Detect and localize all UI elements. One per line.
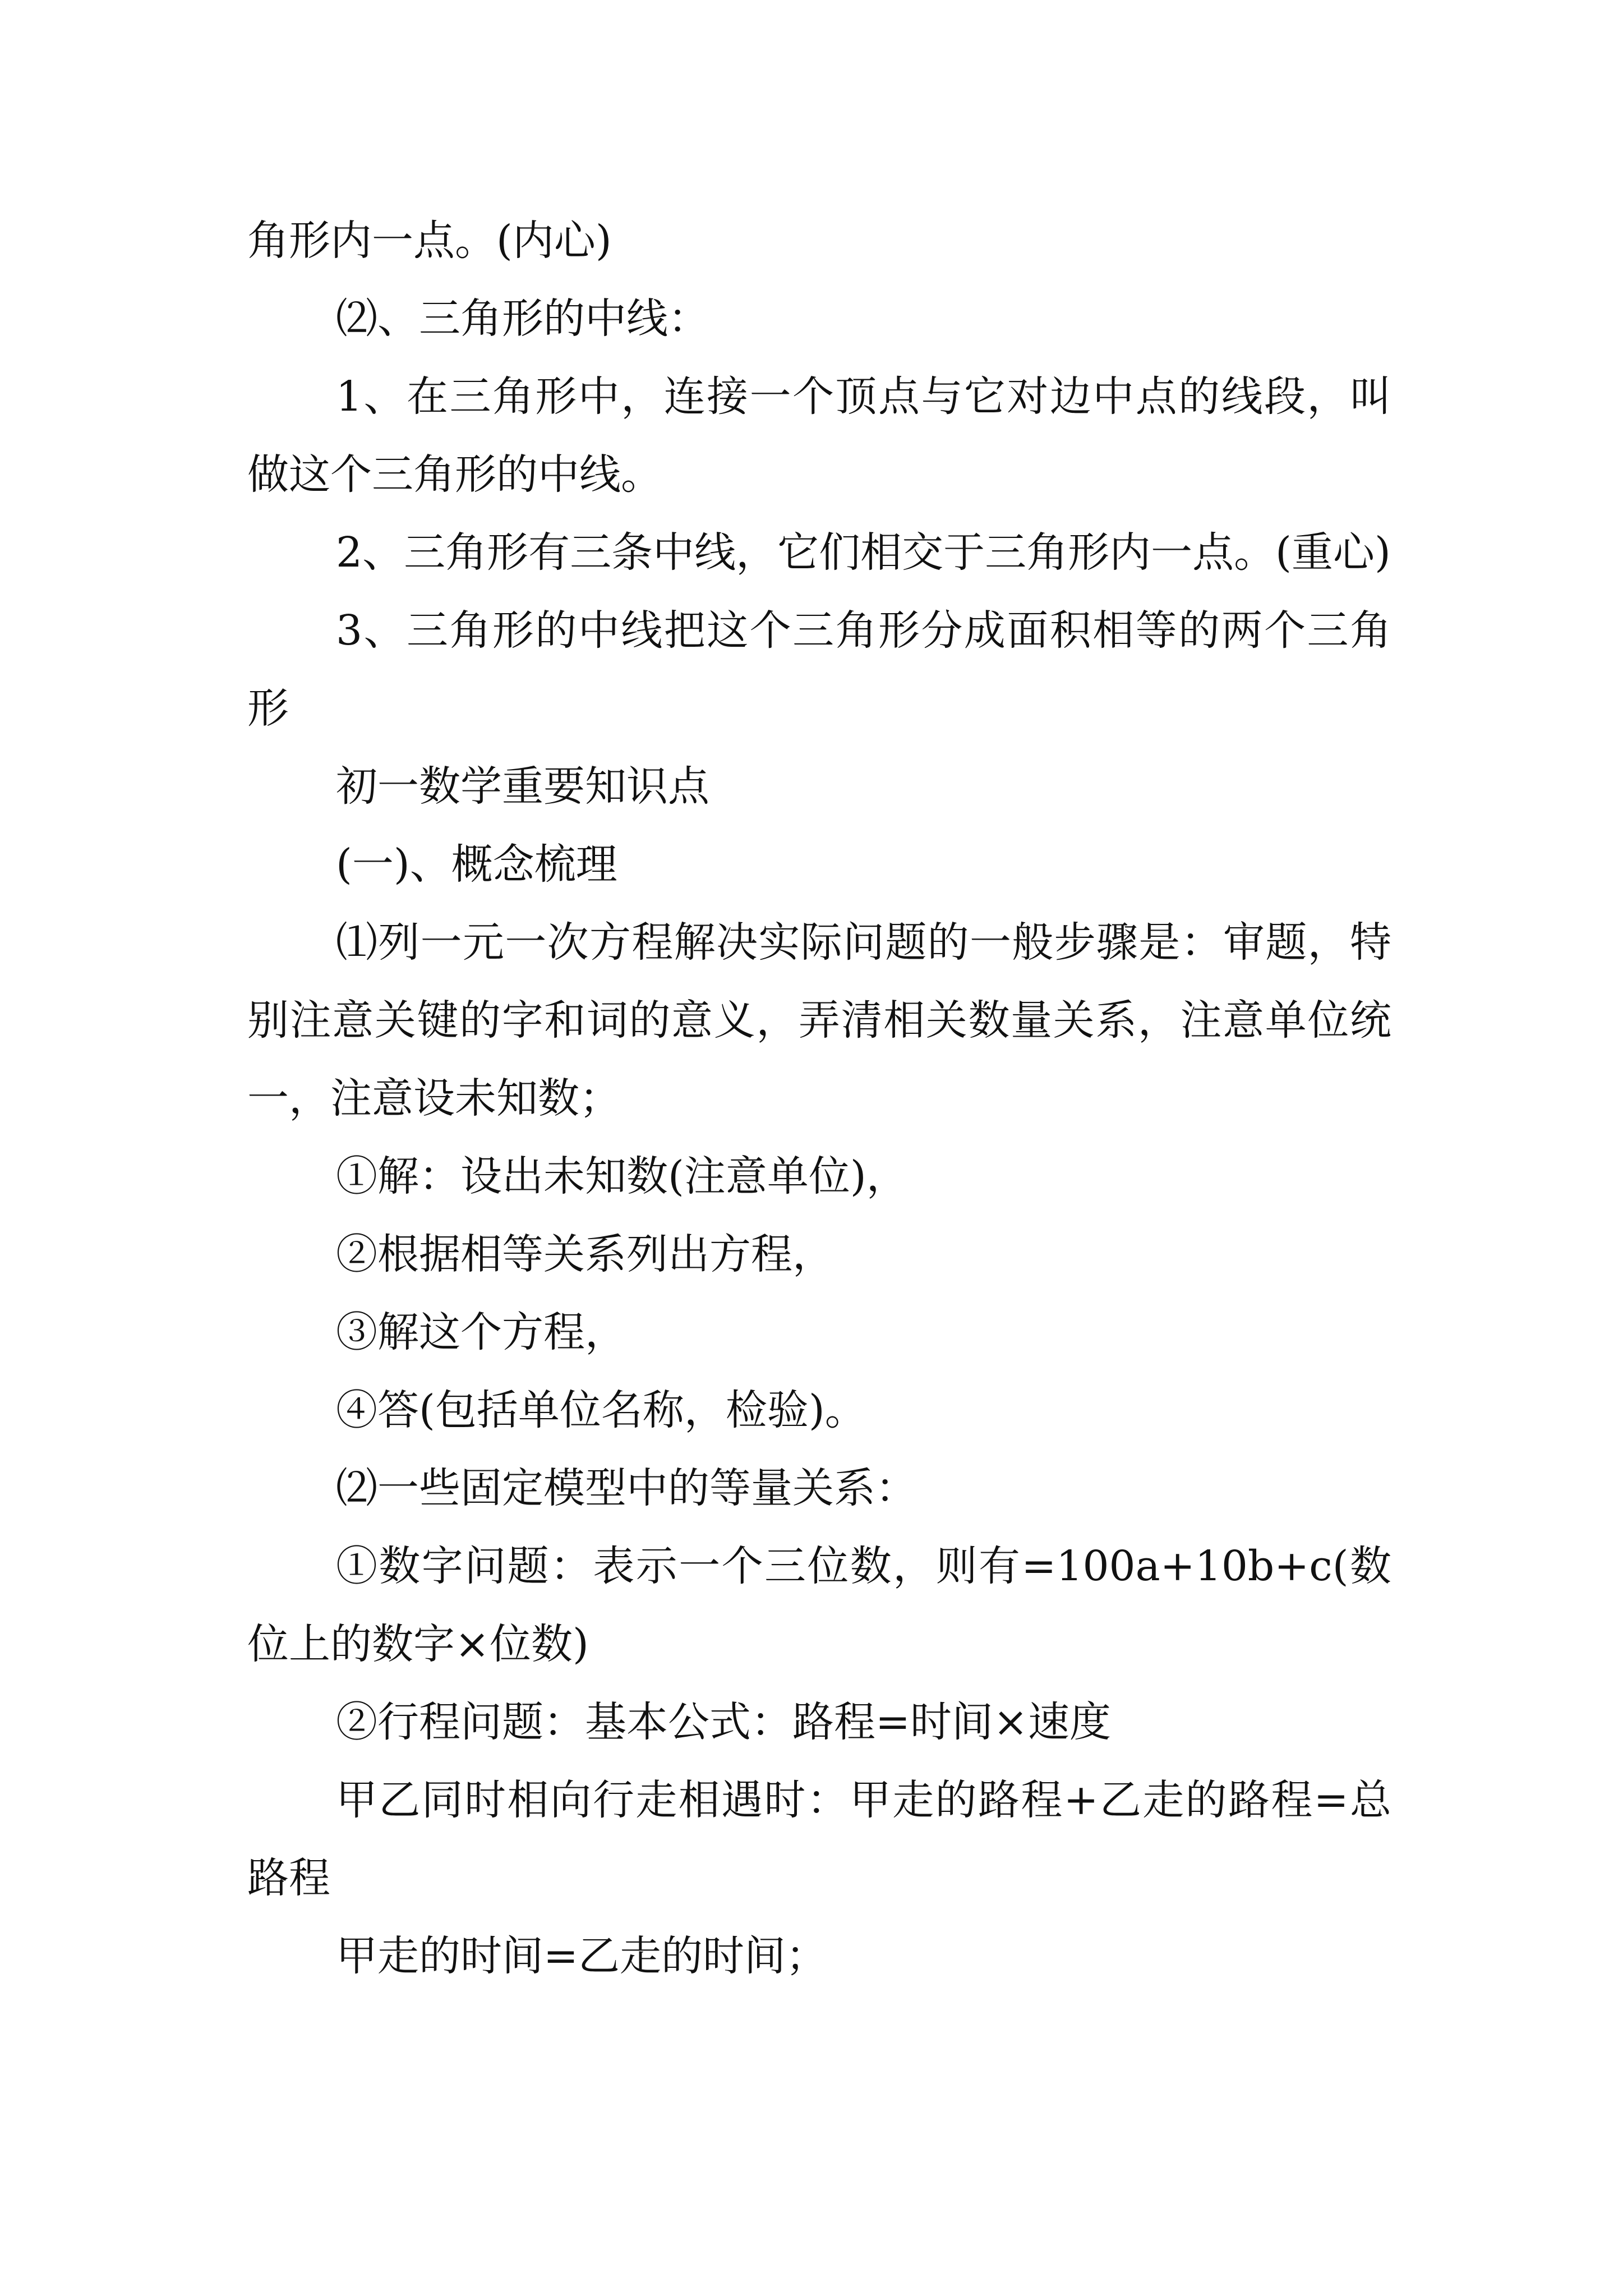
paragraph-median-area: 3、三角形的中线把这个三角形分成面积相等的两个三角形 [247,606,1391,733]
list-item-step-2: ②根据相等关系列出方程， [336,1230,834,1278]
list-item-step-4: ④答(包括单位名称，检验)。 [336,1386,866,1434]
section-title: 初一数学重要知识点 [336,762,709,811]
paragraph-median-centroid: 2、三角形有三条中线，它们相交于三角形内一点。(重心) [336,528,1391,577]
paragraph-meeting-distance: 甲乙同时相向行走相遇时：甲走的路程+乙走的路程=总路程 [247,1776,1391,1902]
list-item-number-problem: ①数字问题：表示一个三位数，则有=100a+10b+c(数位上的数字×位数) [247,1542,1391,1668]
subheading-median: ⑵、三角形的中线： [336,295,709,343]
document-page [247,202,1391,1995]
subheading-concepts: (一)、概念梳理 [336,840,617,889]
paragraph-meeting-time: 甲走的时间=乙走的时间； [336,1932,828,1980]
subheading-fixed-models: ⑵一些固定模型中的等量关系： [336,1464,917,1512]
paragraph-equation-steps: ⑴列一元一次方程解决实际问题的一般步骤是：审题，特别注意关键的字和词的意义，弄清相关数量关系，注意单位统一，注意设未知数； [247,918,1391,1122]
paragraph-continuation: 角形内一点。(内心) [247,217,612,265]
list-item-step-1: ①解：设出未知数(注意单位)， [336,1152,908,1200]
list-item-step-3: ③解这个方程， [336,1308,626,1356]
paragraph-median-definition: 1、在三角形中，连接一个顶点与它对边中点的线段，叫做这个三角形的中线。 [247,372,1391,499]
list-item-travel-problem: ②行程问题：基本公式：路程=时间×速度 [336,1698,1112,1746]
